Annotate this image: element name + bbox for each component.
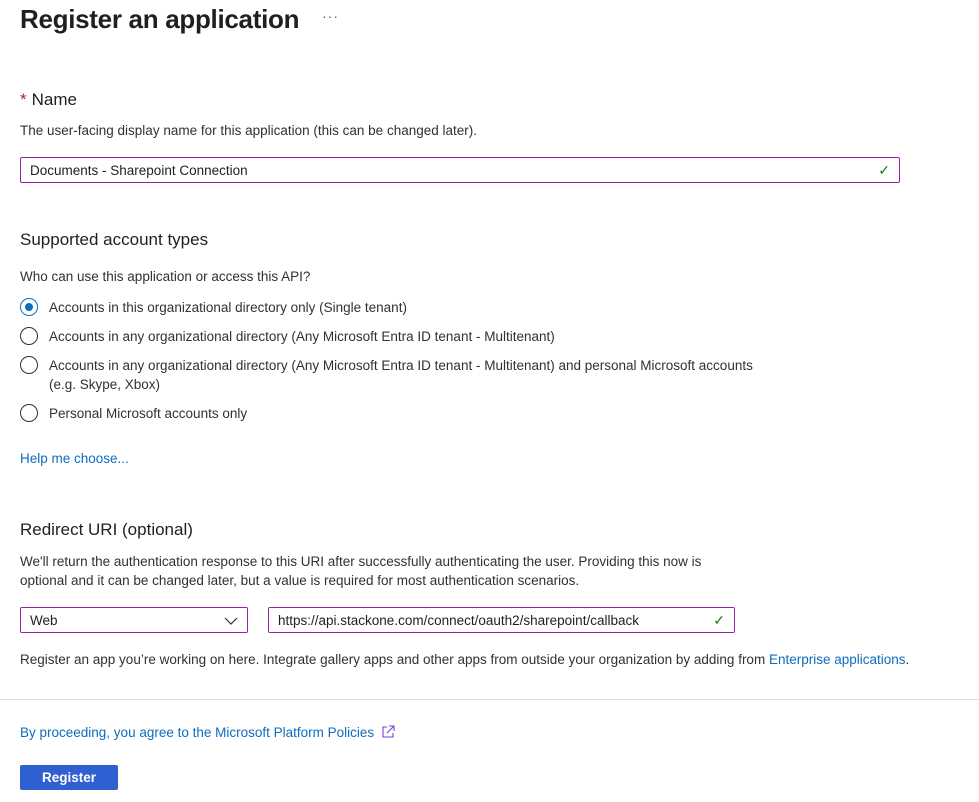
radio-selected-icon[interactable] (20, 298, 38, 316)
radio-icon[interactable] (20, 327, 38, 345)
divider (0, 699, 979, 700)
radio-icon[interactable] (20, 356, 38, 374)
redirect-description: We'll return the authentication response to this URI after successfully authenticating the user. Providing this now is optional and it can be changed later, but a value is required for most authentication scenarios. (20, 554, 702, 588)
platform-select[interactable] (20, 607, 248, 633)
enterprise-applications-link[interactable]: Enterprise applications (768, 652, 906, 667)
radio-personal-only[interactable] (20, 404, 247, 423)
more-options-button[interactable]: ··· (322, 8, 339, 24)
note-end: . (905, 652, 910, 667)
platform-value: Web (30, 612, 58, 628)
redirect-uri-title: Redirect URI (optional) (20, 520, 193, 539)
radio-multitenant-personal[interactable] (20, 356, 760, 394)
page-title: Register an application (20, 4, 300, 34)
register-note (20, 650, 909, 669)
register-button[interactable]: Register (20, 765, 118, 790)
radio-label: Accounts in any organizational directory (Any Microsoft Entra ID tenant - Multitenant) (49, 329, 555, 344)
radio-icon[interactable] (20, 404, 38, 422)
redirect-uri-input[interactable] (268, 607, 735, 633)
radio-multitenant[interactable] (20, 327, 555, 346)
required-mark: * (20, 90, 27, 109)
name-input-value: Documents - Sharepoint Connection (30, 162, 248, 178)
radio-label: Personal Microsoft accounts only (49, 406, 248, 421)
radio-label: Accounts in this organizational directory only (Single tenant) (49, 300, 407, 315)
radio-single-tenant[interactable] (20, 298, 407, 317)
chevron-down-icon (224, 613, 238, 628)
name-label (20, 90, 77, 110)
checkmark-icon: ✓ (713, 611, 725, 628)
account-types-question: Who can use this application or access this API? (20, 269, 311, 284)
radio-label: Accounts in any organizational directory (Any Microsoft Entra ID tenant - Multitenant) and personal Microsoft accounts (e.g. Skype, Xbox) (49, 358, 753, 392)
external-link-icon (378, 725, 395, 740)
name-input[interactable] (20, 157, 900, 183)
note-text: Register an app you’re working on here. Integrate gallery apps and other apps from outside your organization by adding from (20, 652, 769, 667)
checkmark-icon: ✓ (878, 161, 890, 178)
policy-link-text: By proceeding, you agree to the Microsoft Platform Policies (20, 725, 375, 740)
name-description: The user-facing display name for this application (this can be changed later). (20, 123, 477, 138)
account-types-title: Supported account types (20, 230, 209, 249)
redirect-uri-value: https://api.stackone.com/connect/oauth2/sharepoint/callback (278, 612, 639, 628)
name-label-text: Name (31, 90, 77, 109)
help-me-choose-link[interactable]: Help me choose... (20, 451, 129, 466)
platform-policies-link[interactable] (20, 723, 395, 742)
